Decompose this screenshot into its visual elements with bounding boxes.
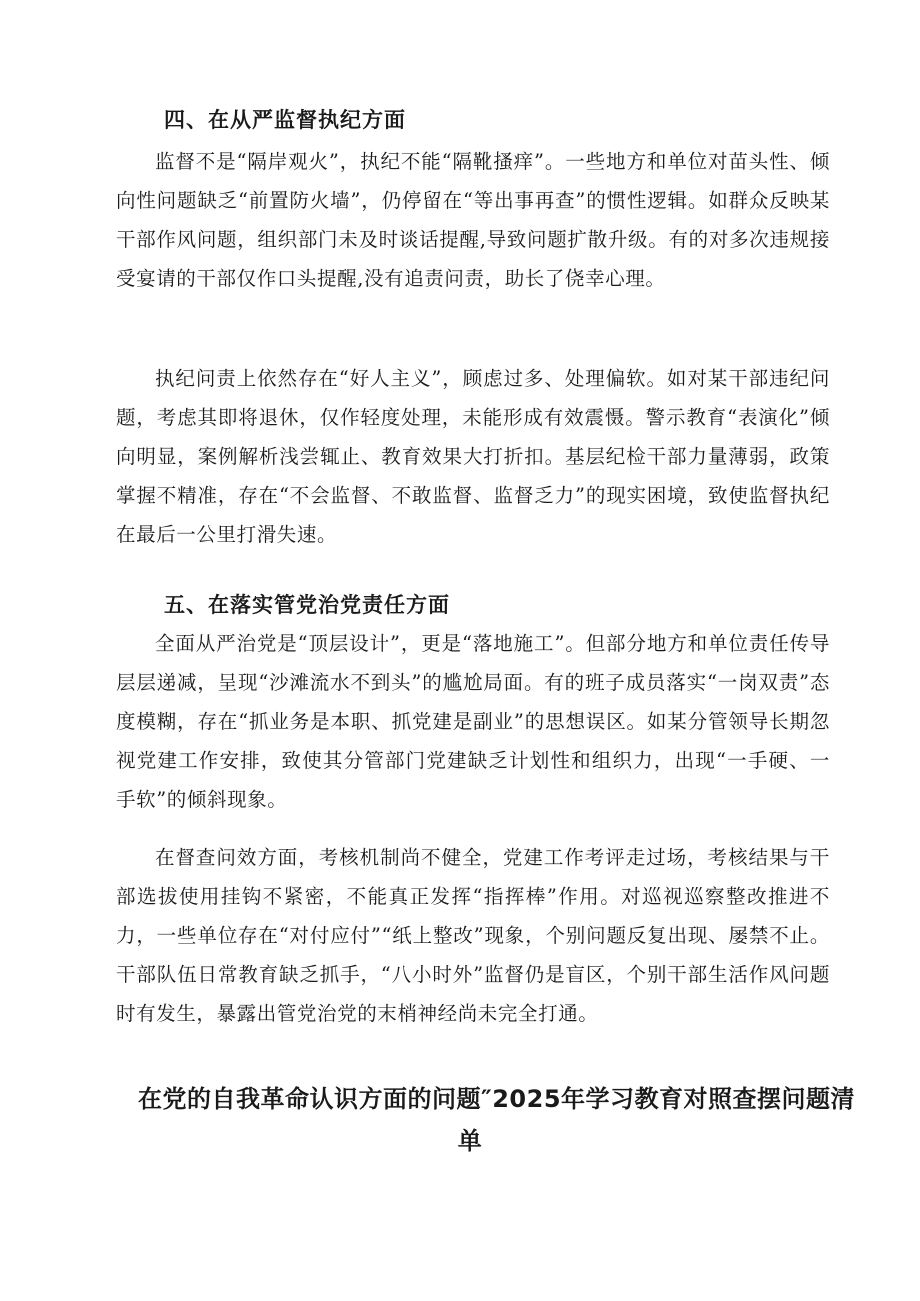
next-document-title: [100, 1078, 856, 1162]
next-document-title-line2: 单: [457, 1127, 483, 1155]
next-document-title-line1: 在党的自我革命认识方面的问题″2025年学习教育对照查摆问题清: [138, 1085, 856, 1113]
section-heading-responsibility: 五、在落实管党治党责任方面: [164, 593, 450, 617]
paragraph-supervision-1: 监督不是“隔岸观火”，执纪不能“隔靴搔痒”。一些地方和单位对苗头性、倾向性问题缺乏“前置防火墙”，仍停留在“等出事再查”的惯性逻辑。如群众反映某干部作风问题，组织部门未及时谈话提醒,导致问题扩散升级。有的对多次违规接受宴请的干部仅作口头提醒,没有追责问责，助长了侥幸心理。: [116, 150, 830, 290]
paragraph-responsibility-1: 全面从严治党是“顶层设计”，更是“落地施工”。但部分地方和单位责任传导层层递减，呈现“沙滩流水不到头”的尴尬局面。有的班子成员落实“一岗双责”态度模糊，存在“抓业务是本职、抓党建是副业”的思想误区。如某分管领导长期忽视党建工作安排，致使其分管部门党建缺乏计划性和组织力，出现“一手硬、一手软”的倾斜现象。: [116, 632, 830, 811]
paragraph-responsibility-2: 在督查问效方面，考核机制尚不健全，党建工作考评走过场，考核结果与干部选拔使用挂钩不紧密，不能真正发挥“指挥棒”作用。对巡视巡察整改推进不力，一些单位存在“对付应付”“纸上整改”现象，个别问题反复出现、屡禁不止。干部队伍日常教育缺乏抓手，“八小时外”监督仍是盲区，个别干部生活作风问题时有发生，暴露出管党治党的末梢神经尚未完全打通。: [116, 846, 830, 1025]
section-heading-supervision: 四、在从严监督执纪方面: [164, 108, 406, 132]
paragraph-supervision-2: 执纪问责上依然存在“好人主义”，顾虑过多、处理偏软。如对某干部违纪问题，考虑其即将退休，仅作轻度处理，未能形成有效震慑。警示教育“表演化”倾向明显，案例解析浅尝辄止、教育效果大打折扣。基层纪检干部力量薄弱，政策掌握不精准，存在“不会监督、不敢监督、监督乏力”的现实困境，致使监督执纪在最后一公里打滑失速。: [116, 367, 830, 546]
